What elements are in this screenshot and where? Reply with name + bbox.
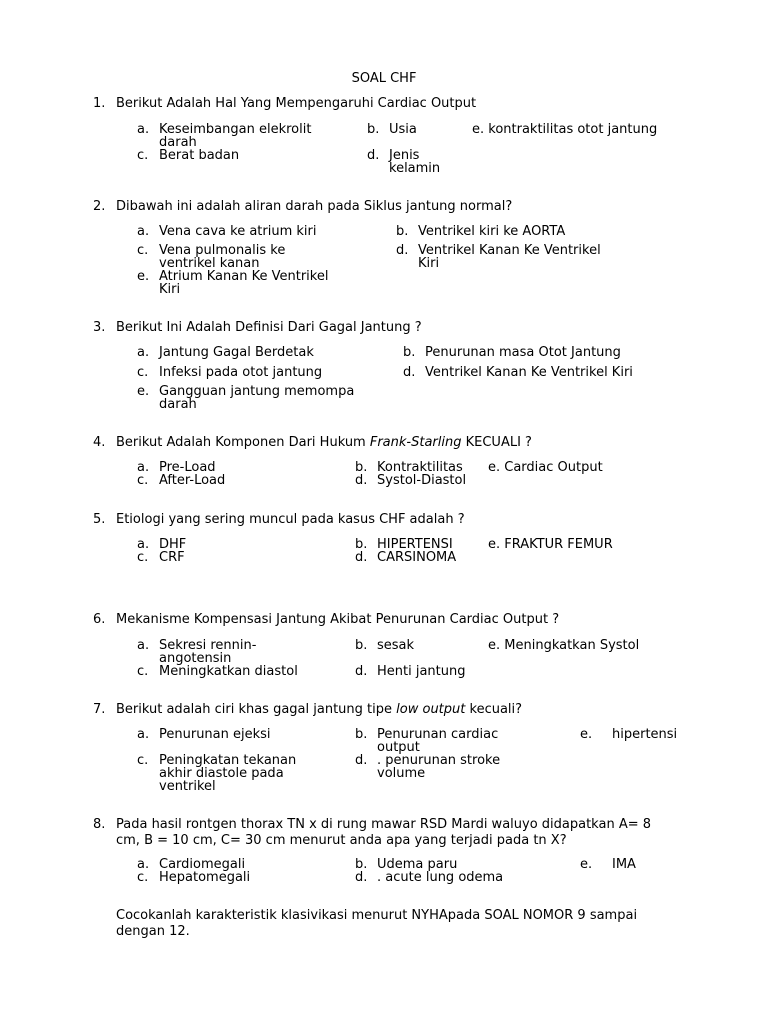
option-text-c: CRF xyxy=(159,550,185,565)
option-label-d: d. xyxy=(355,753,368,768)
option-label-d: d. xyxy=(403,365,416,380)
option-text-b: Udema paru xyxy=(377,857,458,872)
question-text: Dibawah ini adalah aliran darah pada Siklus jantung normal? xyxy=(116,199,513,214)
option-text-b-cont: output xyxy=(377,740,420,755)
option-text-a: Penurunan ejeksi xyxy=(159,727,271,742)
option-text-e: Atrium Kanan Ke Ventrikel xyxy=(159,269,329,284)
option-label-a: a. xyxy=(137,727,150,742)
option-label-b: b. xyxy=(367,122,380,137)
option-label-b: b. xyxy=(355,460,368,475)
option-text-d-cont: volume xyxy=(377,766,426,781)
option-text-d-cont: kelamin xyxy=(389,161,441,176)
option-text-a: DHF xyxy=(159,537,187,552)
question-number: 2. xyxy=(93,199,106,214)
option-label-d: d. xyxy=(367,148,380,163)
instruction-line-2: dengan 12. xyxy=(116,924,190,939)
option-label-d: d. xyxy=(355,473,368,488)
question-text-pre: Berikut adalah ciri khas gagal jantung tipe xyxy=(116,702,397,717)
option-label-d: d. xyxy=(355,550,368,565)
option-label-e: e. xyxy=(580,727,593,742)
option-label-c: c. xyxy=(137,473,149,488)
option-text-b: Kontraktilitas xyxy=(377,460,463,475)
option-text-c-cont: akhir diastole pada xyxy=(159,766,284,781)
question-number: 8. xyxy=(93,817,106,832)
question-text: Mekanisme Kompensasi Jantung Akibat Penurunan Cardiac Output ? xyxy=(116,612,560,627)
question-text-emphasis: low output xyxy=(396,702,466,717)
option-text-e: e. Cardiac Output xyxy=(488,460,603,475)
option-text-c: After-Load xyxy=(159,473,226,488)
option-label-b: b. xyxy=(396,224,409,239)
option-text-b: Penurunan cardiac xyxy=(377,727,499,742)
option-label-b: b. xyxy=(355,857,368,872)
option-label-d: d. xyxy=(355,870,368,885)
question-text xyxy=(116,703,522,716)
option-label-d: d. xyxy=(355,664,368,679)
option-text-e: Gangguan jantung memompa xyxy=(159,384,355,399)
option-label-b: b. xyxy=(403,345,416,360)
option-text-a: Cardiomegali xyxy=(159,857,246,872)
option-label-c: c. xyxy=(137,550,149,565)
question-text-pre: Berikut Adalah Komponen Dari Hukum xyxy=(116,435,370,450)
option-label-d: d. xyxy=(396,243,409,258)
question-text: Berikut Adalah Hal Yang Mempengaruhi Cardiac Output xyxy=(116,96,477,111)
question-number: 4. xyxy=(93,435,106,450)
option-text-e: e. Meningkatkan Systol xyxy=(488,638,640,653)
question-text-cont: cm, B = 10 cm, C= 30 cm menurut anda apa yang terjadi pada tn X? xyxy=(116,833,567,848)
option-text-d-cont: Kiri xyxy=(418,256,440,271)
option-label-e: e. xyxy=(137,384,150,399)
option-text-c-cont: ventrikel kanan xyxy=(159,256,260,271)
question-number: 6. xyxy=(93,612,106,627)
option-label-a: a. xyxy=(137,460,150,475)
option-label-e: e. xyxy=(580,857,593,872)
option-text-e: hipertensi xyxy=(612,727,678,742)
option-text-c-cont2: ventrikel xyxy=(159,779,216,794)
page-title: SOAL CHF xyxy=(351,71,417,86)
option-label-b: b. xyxy=(355,638,368,653)
option-text-c: Meningkatkan diastol xyxy=(159,664,298,679)
option-text-a-cont: angotensin xyxy=(159,651,232,666)
question-text: Etiologi yang sering muncul pada kasus CHF adalah ? xyxy=(116,512,465,527)
option-label-a: a. xyxy=(137,345,150,360)
option-text-d: CARSINOMA xyxy=(377,550,457,565)
option-label-a: a. xyxy=(137,638,150,653)
option-label-c: c. xyxy=(137,148,149,163)
option-text-c: Berat badan xyxy=(159,148,240,163)
option-text-a: Jantung Gagal Berdetak xyxy=(159,345,314,360)
option-text-d: Systol-Diastol xyxy=(377,473,467,488)
question-text-post: KECUALI ? xyxy=(461,435,532,450)
option-text-b: HIPERTENSI xyxy=(377,537,453,552)
instruction-line-1: Cocokanlah karakteristik klasivikasi menurut NYHApada SOAL NOMOR 9 sampai xyxy=(116,908,638,923)
option-text-d: Henti jantung xyxy=(377,664,466,679)
option-text-d: Ventrikel Kanan Ke Ventrikel Kiri xyxy=(425,365,633,380)
option-text-b: Penurunan masa Otot Jantung xyxy=(425,345,621,360)
option-label-c: c. xyxy=(137,243,149,258)
option-text-a: Vena cava ke atrium kiri xyxy=(159,224,317,239)
option-label-e: e. xyxy=(137,269,150,284)
question-number: 7. xyxy=(93,702,106,717)
option-text-a-cont: darah xyxy=(159,135,197,150)
question-text: Berikut Ini Adalah Definisi Dari Gagal Jantung ? xyxy=(116,320,422,335)
option-text-d: Jenis xyxy=(389,148,420,163)
question-number: 5. xyxy=(93,512,106,527)
option-text-c: Peningkatan tekanan xyxy=(159,753,297,768)
option-text-e: e. kontraktilitas otot jantung xyxy=(472,122,658,137)
option-label-b: b. xyxy=(355,727,368,742)
option-label-c: c. xyxy=(137,365,149,380)
question-text-post: kecuali? xyxy=(465,702,523,717)
option-text-d: Ventrikel Kanan Ke Ventrikel xyxy=(418,243,601,258)
option-text-b: Ventrikel kiri ke AORTA xyxy=(418,224,566,239)
option-label-a: a. xyxy=(137,537,150,552)
option-text-e-cont: darah xyxy=(159,397,197,412)
option-label-c: c. xyxy=(137,870,149,885)
option-text-e: IMA xyxy=(612,857,636,872)
question-text xyxy=(116,436,532,449)
option-text-c: Vena pulmonalis ke xyxy=(159,243,286,258)
option-text-a: Keseimbangan elekrolit xyxy=(159,122,312,137)
option-label-a: a. xyxy=(137,122,150,137)
question-text-emphasis: Frank-Starling xyxy=(369,435,462,450)
option-text-c: Hepatomegali xyxy=(159,870,251,885)
question-number: 3. xyxy=(93,320,106,335)
question-text: Pada hasil rontgen thorax TN x di rung mawar RSD Mardi waluyo didapatkan A= 8 xyxy=(116,817,652,832)
option-text-c: Infeksi pada otot jantung xyxy=(159,365,323,380)
option-text-d: . acute lung odema xyxy=(377,870,504,885)
question-number: 1. xyxy=(93,96,106,111)
option-label-c: c. xyxy=(137,664,149,679)
option-text-a: Pre-Load xyxy=(159,460,216,475)
option-text-b: Usia xyxy=(389,122,417,137)
option-text-e-cont: Kiri xyxy=(159,282,181,297)
option-label-a: a. xyxy=(137,857,150,872)
option-label-b: b. xyxy=(355,537,368,552)
option-label-a: a. xyxy=(137,224,150,239)
option-text-b: sesak xyxy=(377,638,415,653)
option-label-c: c. xyxy=(137,753,149,768)
option-text-a: Sekresi rennin- xyxy=(159,638,257,653)
option-text-d: . penurunan stroke xyxy=(377,753,501,768)
option-text-e: e. FRAKTUR FEMUR xyxy=(488,537,613,552)
